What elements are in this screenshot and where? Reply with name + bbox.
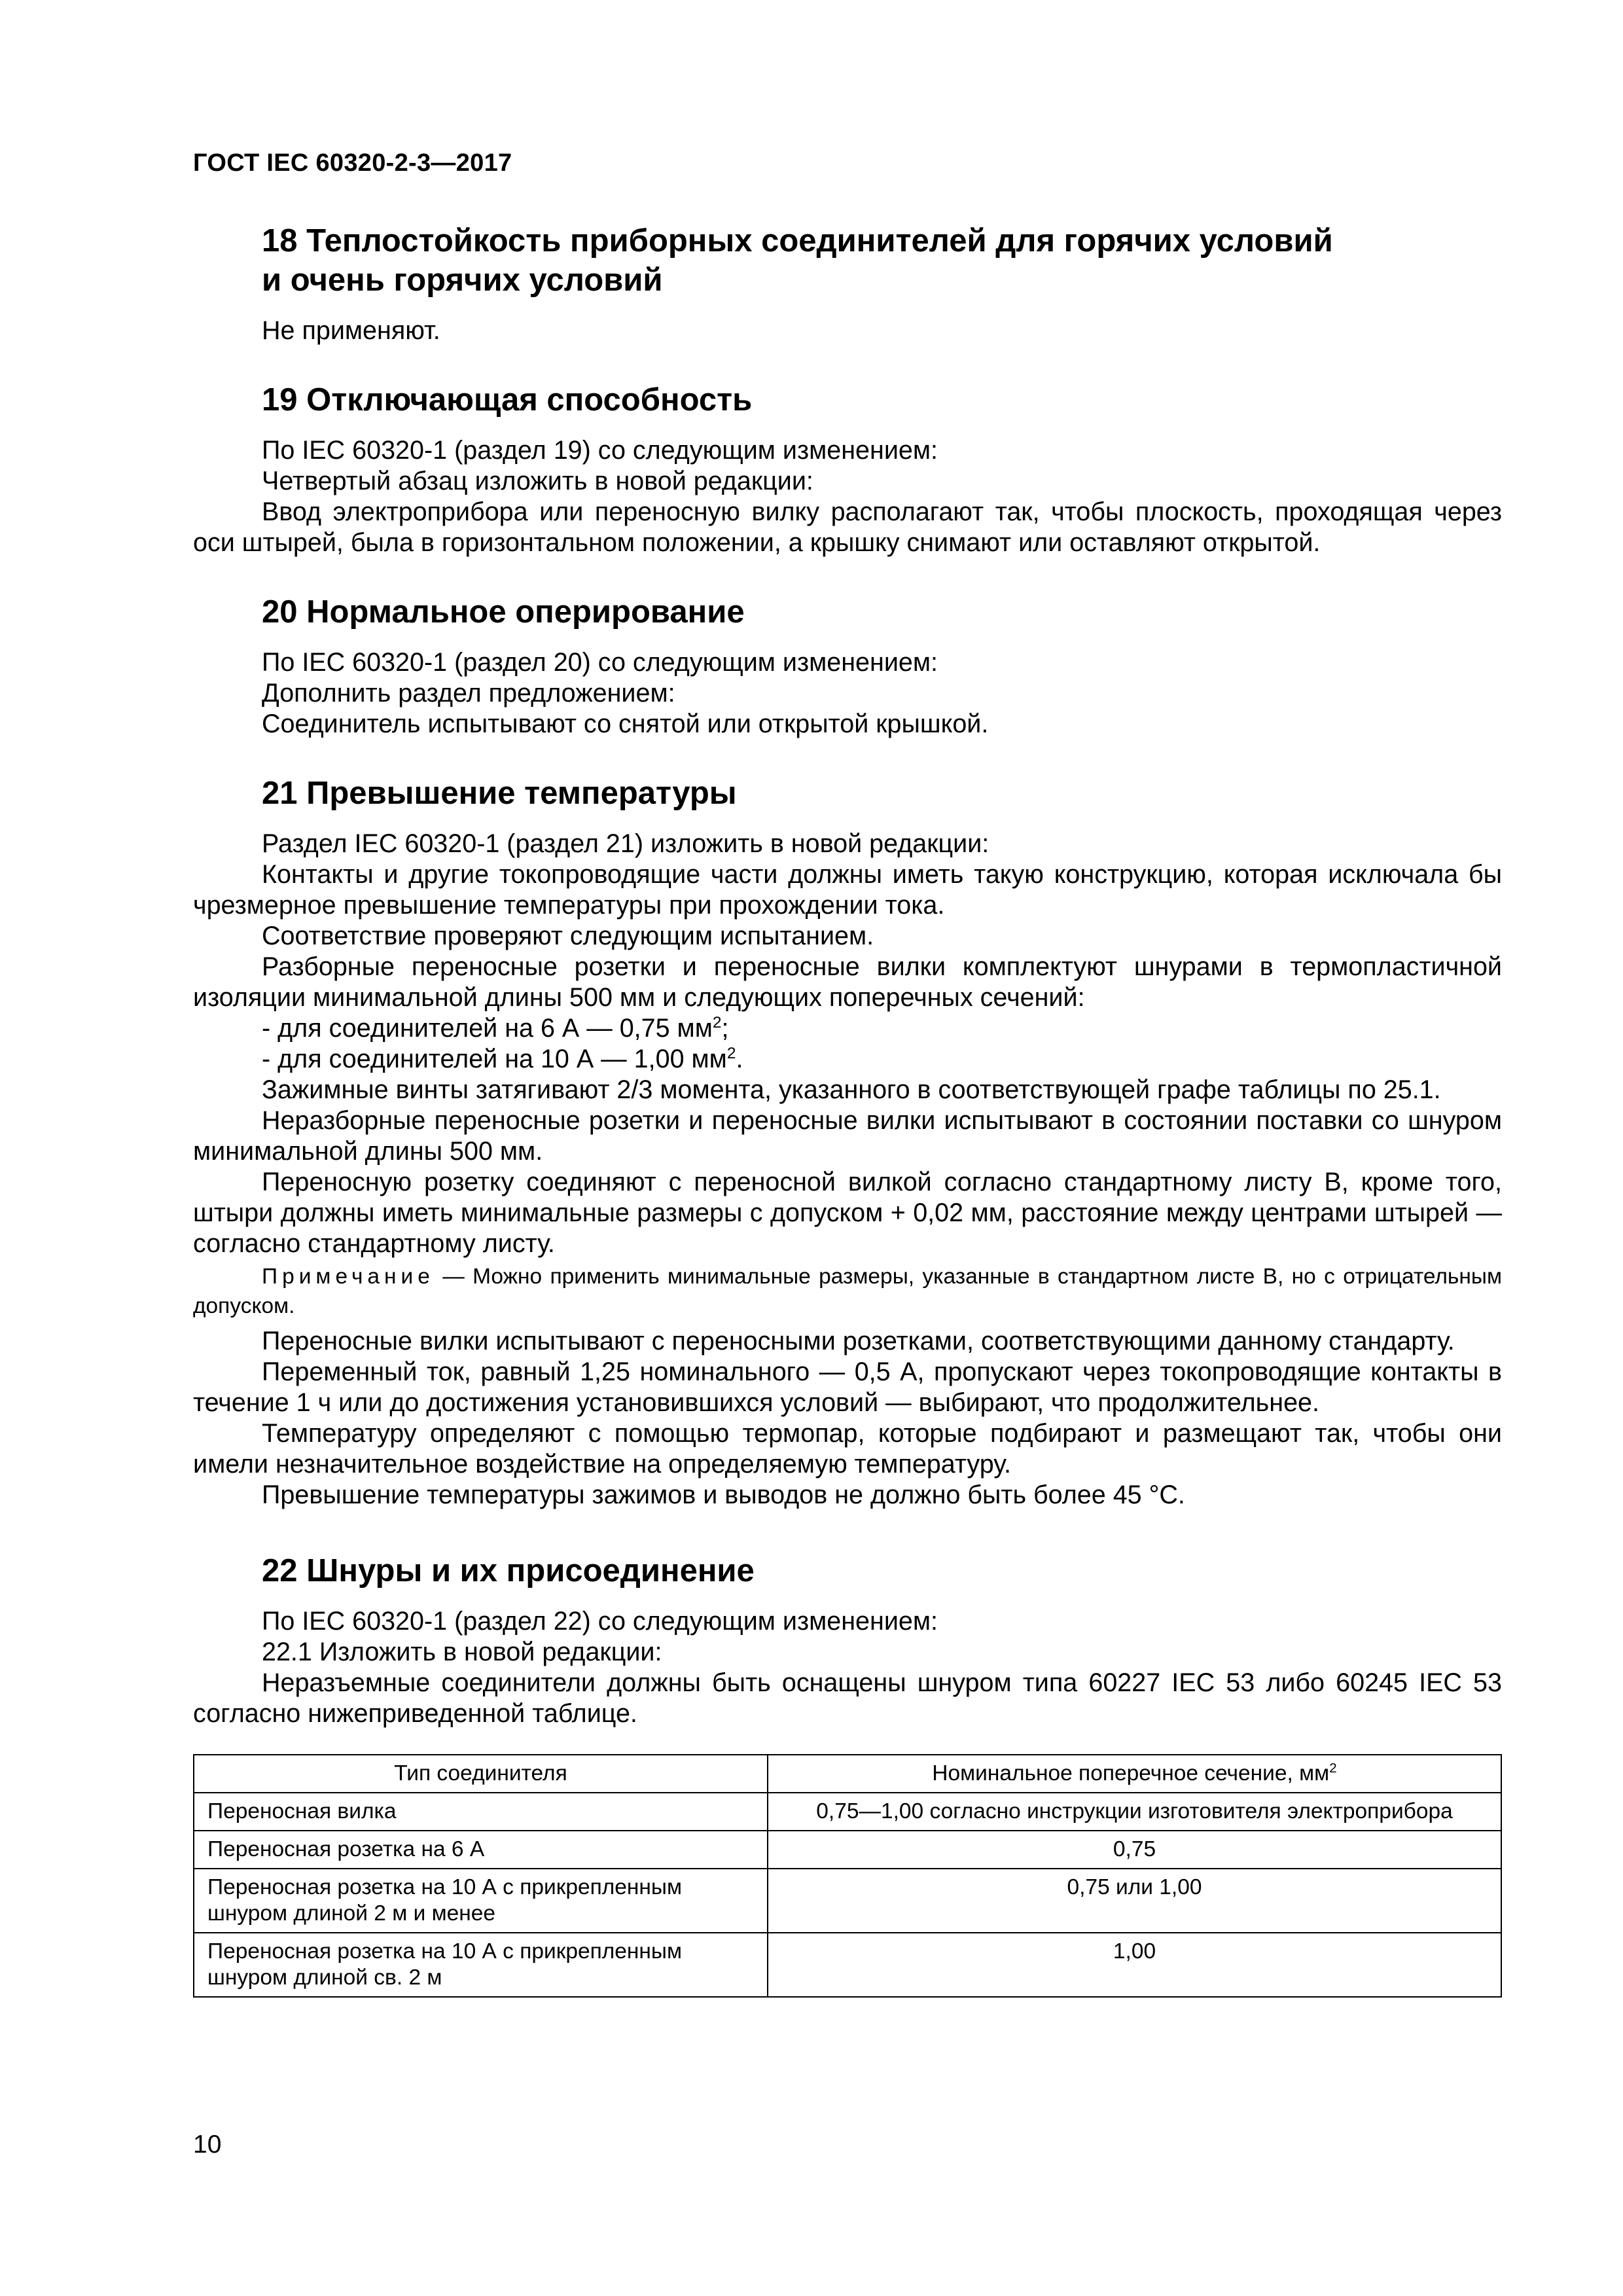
list-item-6a [193, 1013, 1502, 1044]
section-20-paragraph: Дополнить раздел предложением: [262, 679, 675, 708]
section-21-title: 21 Превышение температуры [262, 776, 737, 811]
section-20-paragraph: Соединитель испытывают со снятой или открытой крышкой. [262, 709, 989, 738]
section-18-title-line1: 18 Теплостойкость приборных соединителей для горячих условий [262, 223, 1333, 259]
section-21-paragraph: Переносную розетку соединяют с переносной вилкой согласно стандартному листу В, кроме того, штыри должны иметь минимальные размеры с допуском + 0,02 мм, расстояние между центрами штырей — согласно стандартному листу. [193, 1168, 1502, 1258]
section-19-paragraph: По IEC 60320-1 (раздел 19) со следующим изменением: [262, 436, 938, 465]
list-item-10a [193, 1044, 1502, 1075]
section-21-paragraph: Зажимные винты затягивают 2/3 момента, указанного в соответствующей графе таблицы по 25.1. [262, 1075, 1441, 1104]
section-22-paragraph: По IEC 60320-1 (раздел 22) со следующим изменением: [262, 1607, 938, 1636]
section-21-paragraph: Раздел IEC 60320-1 (раздел 21) изложить в новой редакции: [262, 829, 990, 858]
section-21-paragraph: Неразборные переносные розетки и переносные вилки испытывают в состоянии поставки со шнуром минимальной длины 500 мм. [193, 1106, 1502, 1166]
section-18-title [193, 221, 1502, 300]
list-item-tail: . [736, 1045, 743, 1073]
superscript: 2 [712, 1013, 722, 1031]
section-19-paragraph: Четвертый абзац изложить в новой редакции: [262, 467, 813, 495]
table-cell-type: Переносная розетка на 6 А [194, 1831, 768, 1869]
table-cell-section: 1,00 [768, 1933, 1501, 1997]
section-21-paragraph: Температуру определяют с помощью термопар, которые подбирают и размещают так, чтобы они имели незначительное воздействие на определяемую температуру. [193, 1419, 1502, 1479]
page-content [193, 221, 1502, 1998]
table-row [194, 1793, 1501, 1831]
section-21-paragraph: Разборные переносные розетки и переносные вилки комплектуют шнурами в термопластичной изоляции минимальной длины 500 мм и следующих поперечных сечений: [193, 952, 1502, 1012]
table-row [194, 1933, 1501, 1997]
table-header-section-text: Номинальное поперечное сечение, мм [932, 1761, 1330, 1785]
table-cell-section: 0,75—1,00 согласно инструкции изготовителя электроприбора [768, 1793, 1501, 1831]
table-cell-type: Переносная розетка на 10 А с прикрепленным шнуром длиной 2 м и менее [194, 1869, 768, 1933]
table-row [194, 1831, 1501, 1869]
section-21-paragraph: Соответствие проверяют следующим испытанием. [262, 922, 874, 950]
section-19-title: 19 Отключающая способность [262, 382, 753, 418]
section-21-paragraph: Контакты и другие токопроводящие части должны иметь такую конструкцию, которая исключала бы чрезмерное превышение температуры при прохождении тока. [193, 860, 1502, 920]
note [193, 1262, 1502, 1321]
table-header-row [194, 1755, 1501, 1793]
document-code-header: ГОСТ IEC 60320-2-3—2017 [193, 149, 512, 177]
note-text: — Можно применить минимальные размеры, указанные в стандартном листе В, но с отрицательным допуском. [193, 1265, 1502, 1318]
superscript: 2 [1329, 1760, 1337, 1776]
table-cell-section: 0,75 или 1,00 [768, 1869, 1501, 1933]
list-item-text: - для соединителей на 10 А — 1,00 мм [262, 1045, 727, 1073]
table-cell-type: Переносная вилка [194, 1793, 768, 1831]
section-21-paragraph: Переносные вилки испытывают с переносными розетками, соответствующими данному стандарту. [262, 1327, 1455, 1355]
section-22-title: 22 Шнуры и их присоединение [262, 1553, 755, 1588]
superscript: 2 [726, 1044, 736, 1062]
section-21-paragraph: Переменный ток, равный 1,25 номинального — 0,5 А, пропускают через токопроводящие контакты в течение 1 ч или до достижения установившихся условий — выбирают, что продолжительнее. [193, 1357, 1502, 1417]
section-19-paragraph: Ввод электроприбора или переносную вилку располагают так, чтобы плоскость, проходящая через оси штырей, была в горизонтальном положении, а крышку снимают или оставляют открытой. [193, 497, 1502, 557]
table-cell-section: 0,75 [768, 1831, 1501, 1869]
note-label: Примечание [262, 1265, 435, 1289]
section-22-paragraph: Неразъемные соединители должны быть оснащены шнуром типа 60227 IEC 53 либо 60245 IEC 53 согласно нижеприведенной таблице. [193, 1668, 1502, 1728]
section-21-paragraph: Превышение температуры зажимов и выводов не должно быть более 45 °С. [262, 1480, 1185, 1509]
list-item-text: - для соединителей на 6 А — 0,75 мм [262, 1014, 713, 1043]
table-header-type: Тип соединителя [194, 1755, 768, 1793]
table-cell-type: Переносная розетка на 10 А с прикрепленным шнуром длиной св. 2 м [194, 1933, 768, 1997]
table-header-section [768, 1755, 1501, 1793]
table-row [194, 1869, 1501, 1933]
list-item-tail: ; [721, 1014, 729, 1043]
section-20-paragraph: По IEC 60320-1 (раздел 20) со следующим изменением: [262, 648, 938, 677]
section-22-paragraph: 22.1 Изложить в новой редакции: [262, 1638, 662, 1666]
section-18-title-line2: и очень горячих условий [262, 262, 663, 298]
page-number: 10 [193, 2130, 222, 2159]
section-18-text: Не применяют. [262, 316, 440, 345]
section-20-title: 20 Нормальное оперирование [262, 594, 745, 630]
cord-table [193, 1754, 1502, 1998]
